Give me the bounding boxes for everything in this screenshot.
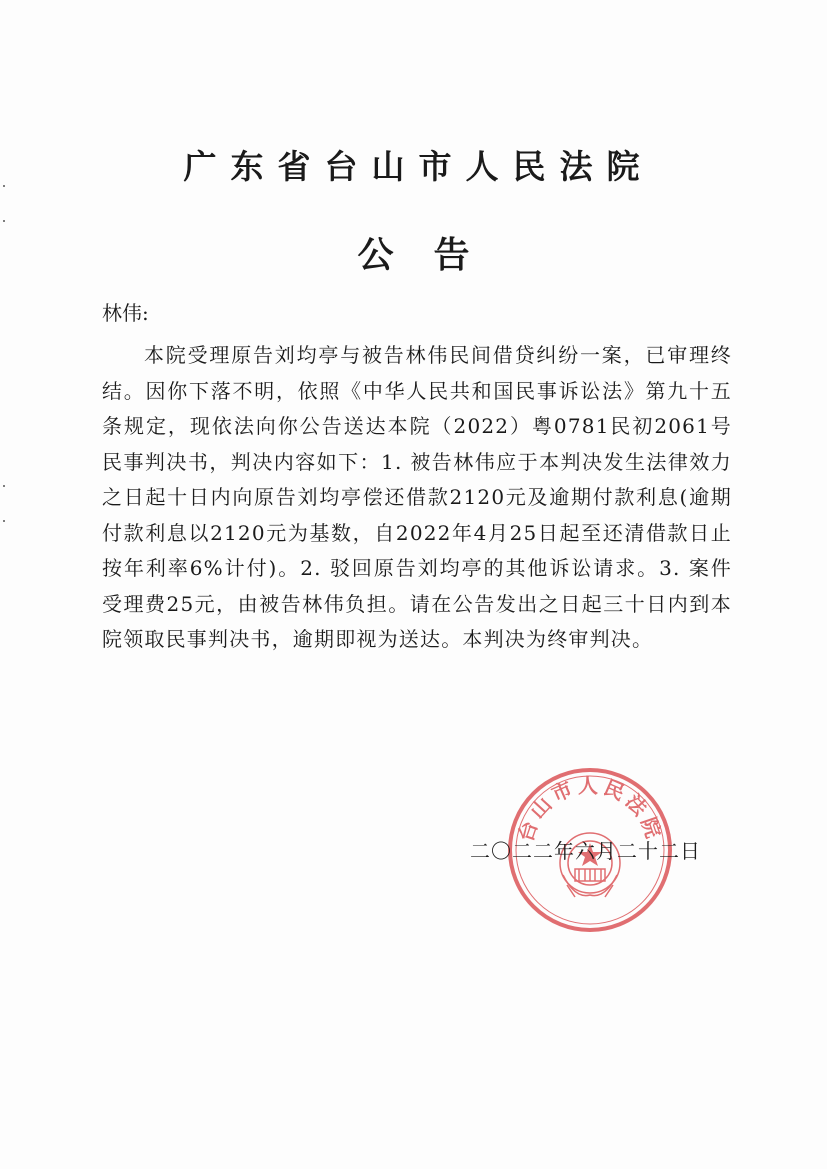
- issue-date: 二〇二二年六月二十二日: [470, 839, 701, 863]
- notice-body: 本院受理原告刘均亭与被告林伟民间借贷纠纷一案，已审理终结。因你下落不明，依照《中华人民共和国民事诉讼法》第九十五条规定，现依法向你公告送达本院（2022）粤0781民初2061号民事判决书，判决内容如下：1. 被告林伟应于本判决发生法律效力之日起十日内向原告刘均亭偿还借款2120元及逾期付款利息(逾期付款利息以2120元为基数，自2022年4月25日起至还清借款日止按年利率6%计付)。2. 驳回原告刘均亭的其他诉讼请求。3. 案件受理费25元，由被告林伟负担。请在公告发出之日起三十日内到本院领取民事判决书，逾期即视为送达。本判决为终审判决。: [102, 343, 732, 651]
- notice-title: 公告: [357, 235, 510, 276]
- scan-mark: [3, 485, 5, 487]
- court-name: 广东省台山市人民法院: [183, 147, 654, 186]
- scan-mark: [3, 520, 5, 522]
- addressee: 林伟:: [102, 301, 149, 325]
- seal-text: 台山市人民法院: [513, 773, 667, 845]
- scan-mark: [3, 220, 5, 222]
- svg-text:台山市人民法院: [513, 773, 667, 844]
